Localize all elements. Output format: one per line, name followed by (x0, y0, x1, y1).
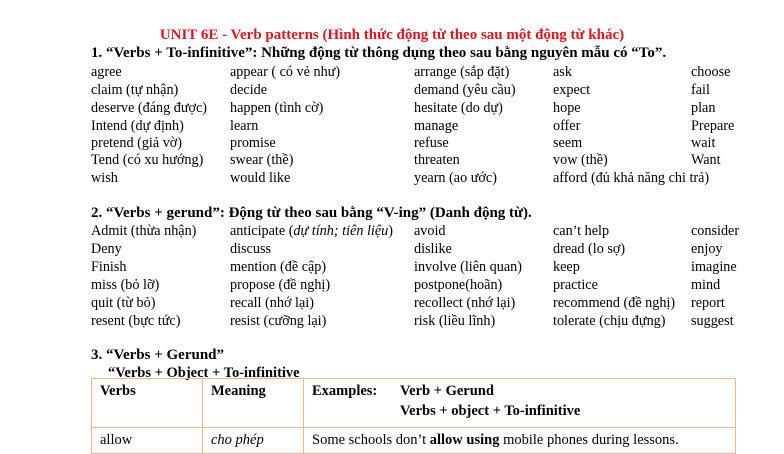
verb-cell: refuse (414, 135, 449, 151)
verb-cell: tolerate (chịu đựng) (553, 313, 666, 329)
verb-cell: recall (nhớ lại) (230, 295, 314, 311)
table-header-row (92, 379, 736, 428)
verb-cell: fail (691, 82, 710, 98)
section2-heading: 2. “Verbs + gerund”: Động từ theo sau bằng “V-ing” (Danh động từ). (91, 205, 532, 221)
verb-cell: happen (tình cờ) (230, 100, 324, 116)
page-title: UNIT 6E - Verb patterns (Hình thức động từ theo sau một động từ khác) (159, 27, 625, 43)
verb-text: ) (388, 223, 393, 239)
examples-table (91, 378, 736, 454)
verb-cell: appear ( có vẻ như) (230, 64, 341, 80)
verb-cell: threaten (414, 152, 460, 168)
verb-cell: avoid (414, 223, 446, 239)
verb-cell: choose (691, 64, 731, 80)
verb-cell: seem (553, 135, 583, 151)
verb-cell: learn (230, 118, 259, 134)
verb-cell: hesitate (do dự) (414, 100, 503, 116)
table-row (0, 81, 784, 99)
verb-cell: report (691, 295, 725, 311)
table-row (0, 169, 784, 187)
pattern-gerund: Verb + Gerund (400, 383, 494, 399)
verb-cell: pretend (giả vờ) (91, 135, 183, 151)
verb-text: anticipate ( (230, 223, 294, 239)
section3-heading: 3. “Verbs + Gerund” (91, 347, 225, 363)
verb-cell: arrange (sắp đặt) (414, 64, 510, 80)
example-text: Some schools don’t (312, 432, 430, 448)
verb-cell: Tend (có xu hướng) (91, 152, 204, 168)
example-text: mobile phones during lessons. (499, 432, 679, 448)
verb-cell: involve (liên quan) (414, 259, 522, 275)
pattern-object-infinitive: Verbs + object + To-infinitive (400, 403, 581, 419)
table-row (0, 63, 784, 81)
verb-cell: plan (691, 100, 716, 116)
table-row (0, 312, 784, 330)
table-row (0, 117, 784, 135)
table-row (0, 294, 784, 312)
verb-cell: manage (414, 118, 459, 134)
verb-cell: recommend (đề nghị) (553, 295, 676, 311)
verb-cell: demand (yêu cầu) (414, 82, 516, 98)
section3-subheading: “Verbs + Object + To-infinitive (108, 365, 300, 381)
verb-cell: keep (553, 259, 580, 275)
verb-italic-text: dự tính; tiên liệu (293, 223, 389, 239)
verb-cell: dislike (414, 241, 452, 257)
section1-heading: 1. “Verbs + To-infinitive”: Những động từ thông dụng theo sau bằng nguyên mẫu có “To”. (91, 45, 667, 61)
verb-cell: wish (91, 170, 118, 186)
verb-cell: miss (bỏ lỡ) (91, 277, 160, 293)
verb-cell (230, 222, 393, 240)
table-row (0, 99, 784, 117)
verb-cell: swear (thề) (230, 152, 294, 168)
verb-cell: hope (553, 100, 581, 116)
verb-cell: vow (thề) (553, 152, 608, 168)
verb-cell: allow (92, 428, 203, 454)
verb-cell: ask (553, 64, 572, 80)
verb-cell: Finish (91, 259, 127, 275)
verb-cell: claim (tự nhận) (91, 82, 179, 98)
example-bold-text: allow using (429, 432, 500, 448)
verb-cell: promise (230, 135, 276, 151)
verb-cell: can’t help (553, 223, 610, 239)
verb-cell: discuss (230, 241, 271, 257)
table-row (0, 134, 784, 152)
verb-cell: Intend (dự định) (91, 118, 184, 134)
table-row (0, 240, 784, 258)
table-row (0, 222, 784, 240)
verb-cell: deserve (đáng được) (91, 100, 208, 116)
verb-cell: dread (lo sợ) (553, 241, 626, 257)
verb-cell: yearn (ao ước) (414, 170, 497, 186)
verb-cell: practice (553, 277, 598, 293)
verb-cell: propose (đề nghị) (230, 277, 331, 293)
verb-cell: resist (cưỡng lại) (230, 313, 327, 329)
header-verbs: Verbs (92, 379, 203, 428)
table-row (0, 258, 784, 276)
header-meaning: Meaning (203, 379, 304, 428)
verb-cell: quit (từ bỏ) (91, 295, 156, 311)
verb-cell: Want (691, 152, 721, 168)
verb-cell: wait (691, 135, 716, 151)
verb-cell: expect (553, 82, 591, 98)
verb-cell: decide (230, 82, 268, 98)
verb-cell: enjoy (691, 241, 723, 257)
meaning-cell: cho phép (203, 428, 304, 454)
verb-cell: risk (liều lĩnh) (414, 313, 496, 329)
verb-cell: resent (bực tức) (91, 313, 181, 329)
table-row (0, 151, 784, 169)
verb-cell: afford (đủ khả năng chi trả) (553, 170, 710, 186)
verb-cell: would like (230, 170, 291, 186)
verb-cell: suggest (691, 313, 734, 329)
verb-cell: recollect (nhớ lại) (414, 295, 516, 311)
table-row (0, 276, 784, 294)
verb-cell: consider (691, 223, 740, 239)
verb-cell: imagine (691, 259, 737, 275)
verb-cell: Admit (thừa nhận) (91, 223, 197, 239)
verb-cell: Deny (91, 241, 122, 257)
verb-cell: agree (91, 64, 122, 80)
verb-cell: mention (đề cập) (230, 259, 327, 275)
verb-cell: Prepare (691, 118, 735, 134)
header-examples (304, 379, 736, 428)
verb-cell: mind (691, 277, 721, 293)
examples-label: Examples: (312, 383, 378, 399)
verb-cell: offer (553, 118, 581, 134)
verb-cell: postpone(hoãn) (414, 277, 503, 293)
